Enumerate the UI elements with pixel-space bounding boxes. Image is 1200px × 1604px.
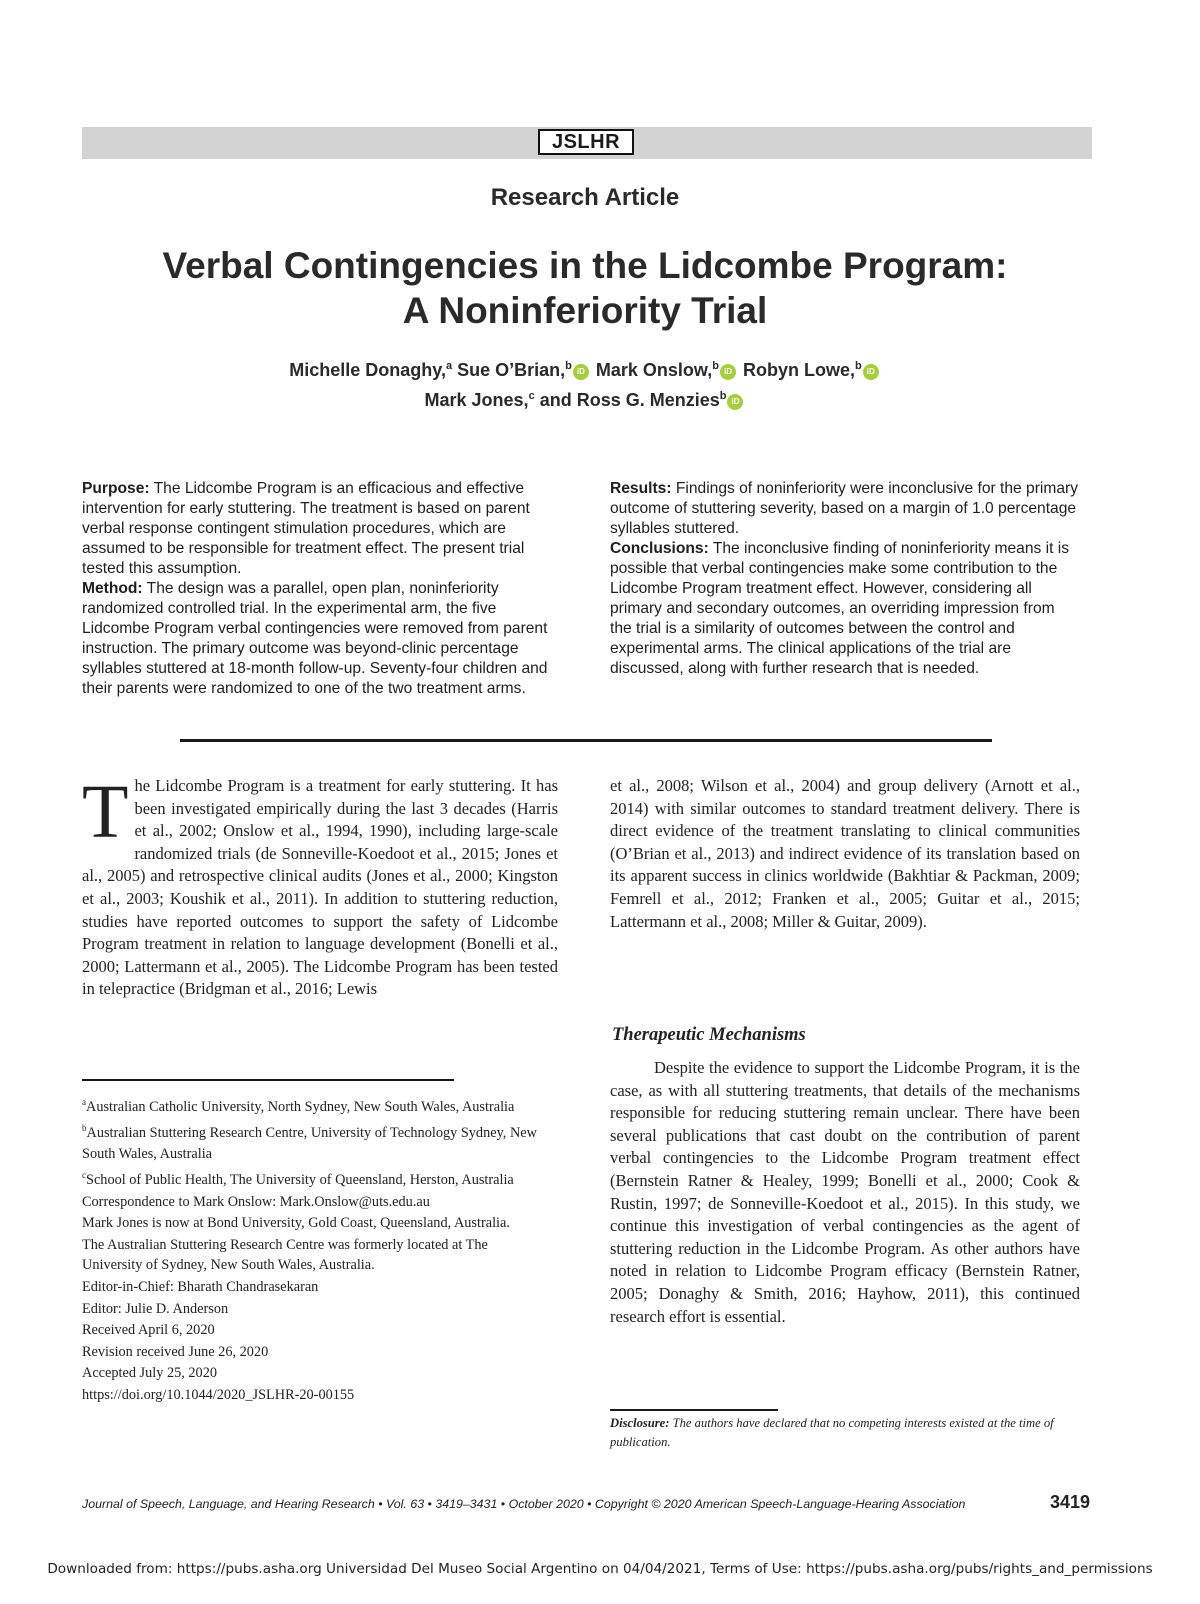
affiliation-text: School of Public Health, The University of Queensland, Herston, Australia [86, 1172, 514, 1189]
affiliation-mark: c [82, 1170, 86, 1181]
correspondence: Correspondence to Mark Onslow: Mark.Onslow@uts.edu.au [82, 1193, 430, 1210]
revision-date: Revision received June 26, 2020 [82, 1343, 269, 1360]
affiliation-mark: a [82, 1097, 86, 1107]
section-heading: Therapeutic Mechanisms [612, 1025, 806, 1045]
disclosure [610, 1414, 1085, 1452]
abstract-label: Method: [82, 580, 143, 597]
abstract-divider [180, 739, 992, 742]
article-title: Verbal Contingencies in the Lidcombe Program: A Noninferiority Trial [162, 245, 1008, 331]
author-list [150, 353, 1020, 413]
affiliation-mark: b [712, 360, 719, 372]
disclosure-divider [610, 1409, 778, 1411]
intro-text: he Lidcombe Program is a treatment for early stuttering. It has been investigated empirically during the last 3 decades (Harris et al., 2002; Onslow et al., 1994, 1990), including large-scale randomized trials (de Sonneville-Koedoot et al., 2015; Jones et al., 2005) and retrospective clinical audits (Jones et al., 2000; Kingston et al., 2003; Koushik et al., 2011). In addition to stuttering reduction, studies have reported outcomes to support the safety of Lidcombe Program treatment in relation to language development (Bonelli et al., 2000; Lattermann et al., 2005). The Lidcombe Program has been tested in telepractice (Bridgman et al., 2016; Lewis [82, 776, 558, 999]
author-name: and Ross G. Menzies [539, 390, 720, 410]
orcid-icon[interactable]: iD [573, 364, 589, 380]
editor-in-chief: Editor-in-Chief: Bharath Chandrasekaran [82, 1279, 319, 1296]
section-paragraph: Despite the evidence to support the Lidcombe Program, it is the case, as with all stuttering treatments, that details of the mechanisms responsible for reducing stuttering remain unclear. There have been several publications that cast doubt on the contribution of parent verbal contingencies to the Lidcombe Program treatment effect (Bernstein Ratner & Healey, 1999; Bonelli et al., 2000; Cook & Rustin, 1997; de Sonneville-Koedoot et al., 2015). In this study, we continue this investigation of verbal contingencies as the agent of stuttering reduction in the Lidcombe Program. As other authors have noted in relation to Lidcombe Program efficacy (Bernstein Ratner, 2005; Donaghy & Smith, 2016; Hayhow, 2011), this continued research effort is essential. [610, 1058, 1080, 1326]
abstract-text: The inconclusive finding of noninferiority means it is possible that verbal contingencies make some contribution to the Lidcombe Program treatment effect. However, considering all primary and secondary outcomes, an overriding impression from the trial is a similarity of outcomes between the control and experimental arms. The clinical applications of the trial are discussed, along with further research that is needed. [610, 540, 1070, 677]
abstract-label: Conclusions: [610, 540, 709, 557]
footnotes [82, 1092, 550, 1407]
received-date: Received April 6, 2020 [82, 1322, 215, 1339]
abstract-method [82, 579, 562, 699]
author-name: Sue O’Brian, [457, 360, 566, 380]
orcid-icon[interactable]: iD [727, 394, 743, 410]
section-body [610, 1057, 1080, 1328]
editor: Editor: Julie D. Anderson [82, 1300, 229, 1317]
author-name: Michelle Donaghy, [289, 360, 446, 380]
author-name: Mark Onslow, [595, 360, 713, 380]
orcid-icon[interactable]: iD [863, 364, 879, 380]
page-number: 3419 [1049, 1492, 1090, 1512]
abstract-results [610, 479, 1080, 539]
abstract-text: Findings of noninferiority were inconclusive for the primary outcome of stuttering severity, based on a margin of 1.0 percentage syllables stuttered. [610, 480, 1079, 537]
affiliation-text: Australian Catholic University, North Sydney, New South Wales, Australia [86, 1098, 515, 1115]
drop-cap: T [82, 770, 129, 854]
intro-paragraph [82, 770, 558, 1001]
disclosure-text: The authors have declared that no competing interests existed at the time of publication. [610, 1416, 1054, 1449]
affiliation-text: Australian Stuttering Research Centre, University of Technology Sydney, New South Wales, Australia [82, 1125, 537, 1162]
author-name: Mark Jones, [424, 390, 529, 410]
disclosure-label: Disclosure: [610, 1416, 670, 1430]
centre-note: The Australian Stuttering Research Centre was formerly located at The University of Sydney, New South Wales, Australia. [82, 1236, 488, 1274]
affiliation-mark: b [719, 390, 727, 402]
author-note: Mark Jones is now at Bond University, Gold Coast, Queensland, Australia. [82, 1215, 510, 1232]
affiliation-a [82, 1092, 550, 1117]
author-name: Robyn Lowe, [743, 360, 855, 380]
affiliation-mark: a [445, 360, 453, 372]
abstract-text: The Lidcombe Program is an efficacious and effective intervention for early stuttering. The treatment is based on parent verbal response contingent stimulation procedures, which are assumed to be responsible for treatment effect. The present trial tested this assumption. [82, 480, 530, 577]
journal-citation: Journal of Speech, Language, and Hearing Research • Vol. 63 • 3419–3431 • October 2020 • Copyright © 2020 American Speech-Language-Hearing Association [82, 1497, 966, 1511]
article-type: Research Article [490, 184, 680, 211]
affiliation-mark: b [855, 360, 862, 372]
affiliation-mark: b [565, 360, 572, 372]
abstract-purpose [82, 479, 562, 579]
abstract-label: Results: [610, 480, 672, 497]
body-right-column [610, 775, 1080, 933]
download-notice: Downloaded from: https://pubs.asha.org Universidad Del Museo Social Argentino on 04/04/2021, Terms of Use: https://pubs.asha.org/pubs/rights_and_permissions [47, 1561, 1153, 1577]
orcid-icon[interactable]: iD [720, 364, 736, 380]
page-footer [82, 1492, 1092, 1513]
affiliation-mark: c [528, 390, 535, 402]
intro-continuation: et al., 2008; Wilson et al., 2004) and group delivery (Arnott et al., 2014) with similar outcomes to standard treatment delivery. There is direct evidence of the treatment translating to clinical communities (O’Brian et al., 2013) and indirect evidence of its translation based on its apparent success in clinics worldwide (Bakhtiar & Packman, 2009; Femrell et al., 2012; Franken et al., 2005; Guitar et al., 2015; Lattermann et al., 2008; Miller & Guitar, 2009). [610, 776, 1080, 931]
affiliation-mark: b [82, 1123, 87, 1134]
abstract-right-column [610, 479, 1080, 679]
journal-badge: JSLHR [538, 129, 634, 155]
affiliation-b [82, 1118, 550, 1164]
body-left-column [82, 770, 558, 1001]
abstract-text: The design was a parallel, open plan, noninferiority randomized controlled trial. In the experimental arm, the five Lidcombe Program verbal contingencies were removed from parent instruction. The primary outcome was beyond-clinic percentage syllables stuttered at 18-month follow-up. Seventy-four children and their parents were randomized to one of the two treatment arms. [82, 580, 548, 697]
abstract-label: Purpose: [82, 480, 150, 497]
footnote-divider [82, 1079, 454, 1081]
doi-link[interactable]: https://doi.org/10.1044/2020_JSLHR-20-00155 [82, 1387, 355, 1404]
affiliation-c [82, 1165, 550, 1190]
abstract-left-column [82, 479, 562, 699]
accepted-date: Accepted July 25, 2020 [82, 1365, 217, 1382]
abstract-conclusions [610, 539, 1080, 679]
